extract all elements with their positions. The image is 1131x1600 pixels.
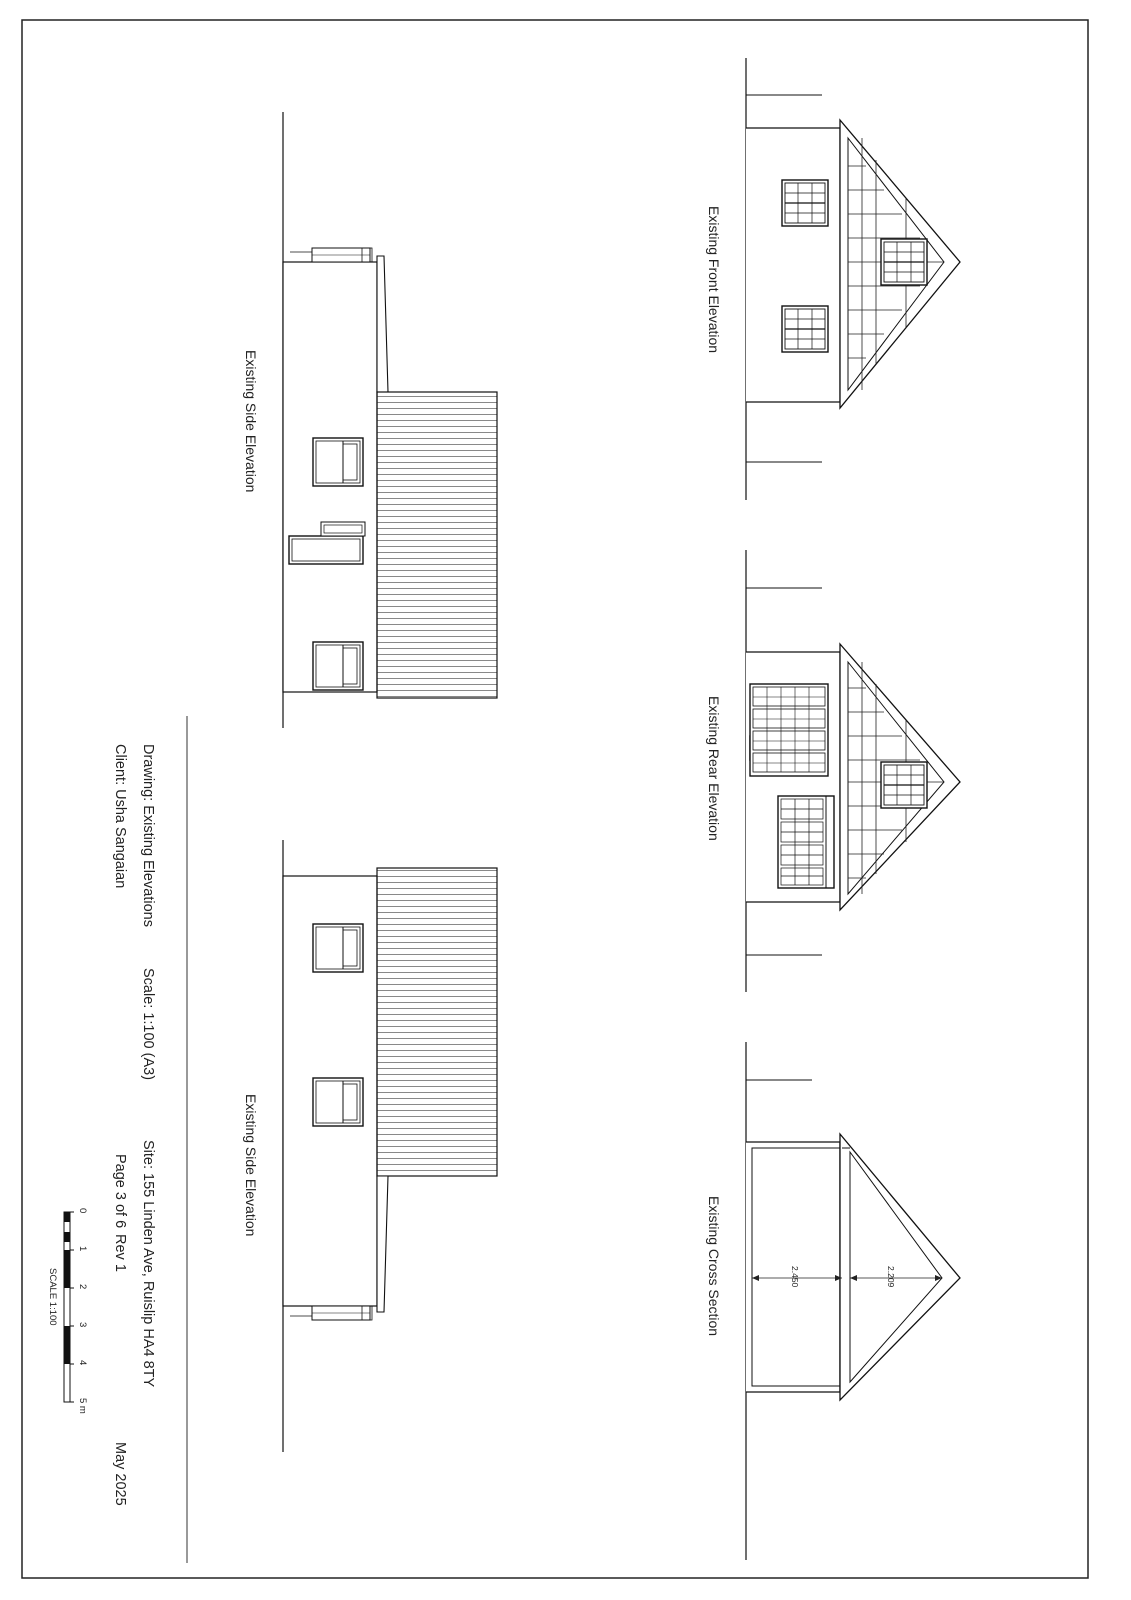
- front-elevation: [746, 58, 960, 500]
- side-elevation-top: [283, 112, 497, 728]
- side-elevation-bottom: [283, 840, 497, 1452]
- scale-tick-0: 0: [77, 1208, 88, 1214]
- scale-tick-4: 4: [77, 1360, 88, 1366]
- front-elevation-label: Existing Front Elevation: [706, 206, 722, 354]
- revision: Rev 1: [112, 1234, 128, 1272]
- cross-section-label: Existing Cross Section: [706, 1196, 722, 1337]
- scale-bar: [64, 1212, 74, 1402]
- side-elevation-top-label: Existing Side Elevation: [243, 350, 259, 493]
- scale-text: Scale: 1:100 (A3): [140, 968, 156, 1081]
- scale-tick-3: 3: [77, 1322, 88, 1328]
- dimension-left: 2.450: [790, 1266, 800, 1288]
- rear-elevation-label: Existing Rear Elevation: [706, 696, 722, 841]
- page-number: Page 3 of 6: [112, 1154, 128, 1229]
- scale-tick-1: 1: [77, 1246, 88, 1252]
- issue-date: May 2025: [112, 1442, 128, 1506]
- drawing-title: Drawing: Existing Elevations: [140, 744, 156, 927]
- site-address: Site: 155 Linden Ave, Ruislip HA4 8TY: [140, 1140, 156, 1388]
- scale-tick-2: 2: [77, 1284, 88, 1290]
- rear-elevation: [746, 550, 960, 992]
- client-name: Client: Usha Sangaian: [112, 744, 128, 889]
- dimension-right: 2.209: [886, 1266, 896, 1288]
- scale-tick-5: 5 m: [77, 1398, 88, 1414]
- side-elevation-bottom-label: Existing Side Elevation: [243, 1094, 259, 1237]
- scale-caption: SCALE 1:100: [47, 1268, 58, 1326]
- cross-section: [746, 1042, 960, 1560]
